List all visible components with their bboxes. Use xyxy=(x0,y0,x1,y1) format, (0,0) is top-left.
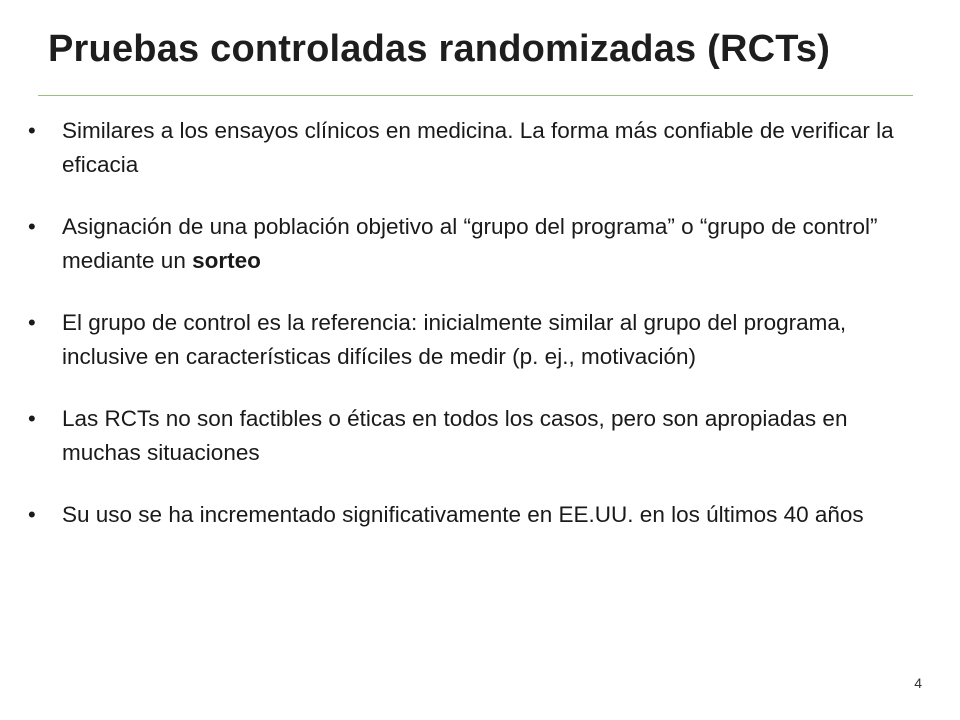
page-number: 4 xyxy=(914,675,922,691)
bullet-dot-icon: • xyxy=(28,502,36,527)
title-divider xyxy=(38,95,913,96)
bullet-item xyxy=(28,402,908,470)
slide-title: Pruebas controladas randomizadas (RCTs) xyxy=(48,28,831,70)
bullet-list xyxy=(28,114,908,560)
bullet-dot-icon: • xyxy=(28,310,36,335)
bullet-text: Su uso se ha incrementado significativamente en EE.UU. en los últimos 40 años xyxy=(62,502,864,527)
bullet-dot-icon: • xyxy=(28,214,36,239)
bullet-item xyxy=(28,210,908,278)
bullet-text-plain: Asignación de una población objetivo al “grupo del programa” o “grupo de control” mediante un xyxy=(62,214,878,273)
bullet-item xyxy=(28,306,908,374)
bullet-text xyxy=(62,214,878,273)
bullet-text: Las RCTs no son factibles o éticas en todos los casos, pero son apropiadas en muchas situaciones xyxy=(62,406,848,465)
bullet-dot-icon: • xyxy=(28,406,36,431)
bullet-text-bold: sorteo xyxy=(192,248,261,273)
bullet-text: El grupo de control es la referencia: inicialmente similar al grupo del programa, inclusive en características difíciles de medir (p. ej., motivación) xyxy=(62,310,847,369)
bullet-text: Similares a los ensayos clínicos en medicina. La forma más confiable de verificar la eficacia xyxy=(62,118,894,177)
bullet-item xyxy=(28,114,908,182)
bullet-dot-icon: • xyxy=(28,118,36,143)
bullet-item xyxy=(28,498,908,532)
